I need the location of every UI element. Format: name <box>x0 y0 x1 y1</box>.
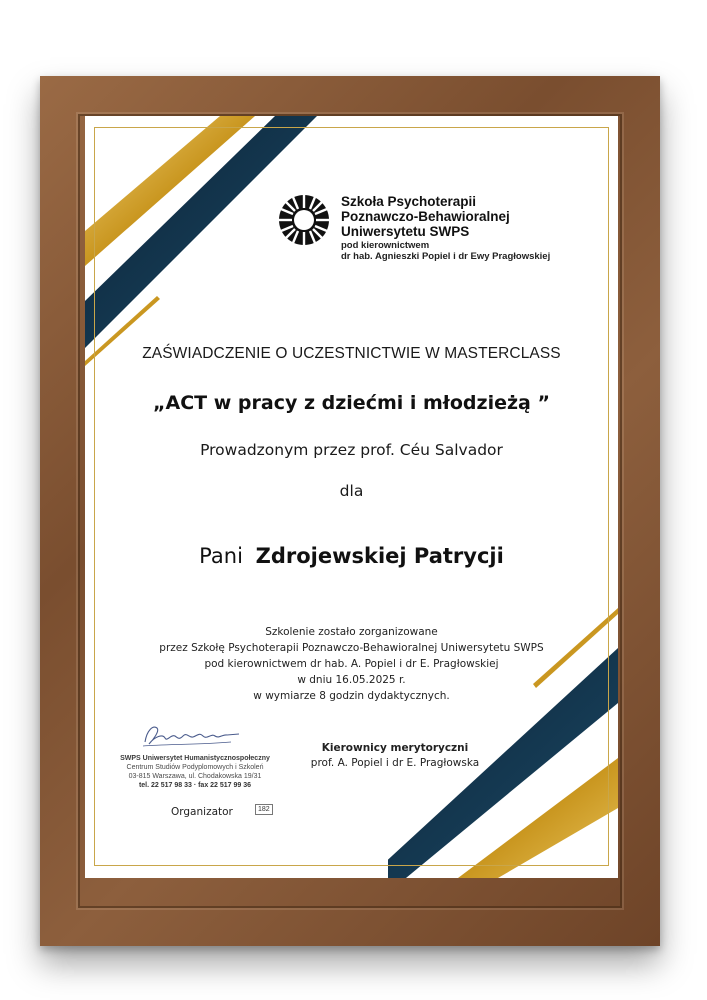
handwritten-signature <box>135 720 245 750</box>
logo-sub-1: pod kierownictwem <box>341 240 430 251</box>
details-line-3: pod kierownictwem dr hab. A. Popiel i dr E. Pragłowskiej <box>204 658 499 670</box>
recipient <box>85 544 618 568</box>
stamp-number: 182 <box>255 804 273 815</box>
logo-line-2: Poznawczo-Behawioralnej <box>341 209 510 224</box>
recipient-prefix: Pani <box>199 544 243 568</box>
details-line-1: Szkolenie zostało zorganizowane <box>265 626 438 638</box>
stamp-line-2: 03-815 Warszawa, ul. Chodakowska 19/31 <box>128 773 262 780</box>
logo-sub-2: dr hab. Agnieszki Popiel i dr Ewy Pragłowskiej <box>341 251 551 262</box>
certificate-paper <box>85 116 618 878</box>
organizer-stamp <box>115 754 275 790</box>
led-by-text: Prowadzonym przez prof. Céu Salvador <box>200 441 503 459</box>
swps-logo <box>278 192 578 272</box>
managers-names: prof. A. Popiel i dr E. Pragłowska <box>310 757 480 769</box>
stamp-title: SWPS Uniwersytet Humanistycznospołeczny <box>120 755 270 762</box>
training-details <box>85 624 618 704</box>
organizer-label: Organizator <box>171 806 233 818</box>
certificate-heading: ZAŚWIADCZENIE O UCZESTNICTWIE W MASTERCLASS <box>142 345 561 362</box>
recipient-name: Zdrojewskiej Patrycji <box>255 544 504 568</box>
for-text: dla <box>339 482 364 500</box>
managers-title: Kierownicy merytoryczni <box>321 742 469 754</box>
swps-logo-mark-icon <box>278 194 330 246</box>
stamp-line-1: Centrum Studiów Podyplomowych i Szkoleń <box>126 764 264 771</box>
course-title: „ACT w pracy z dziećmi i młodzieżą ” <box>153 392 550 414</box>
stamp-tel: tel. 22 517 98 33 · fax 22 517 99 36 <box>138 782 252 789</box>
substantive-managers <box>295 741 495 771</box>
details-line-5: w wymiarze 8 godzin dydaktycznych. <box>253 690 450 702</box>
details-line-2: przez Szkołę Psychoterapii Poznawczo-Behawioralnej Uniwersytetu SWPS <box>159 642 544 654</box>
logo-line-1: Szkoła Psychoterapii <box>341 194 477 209</box>
details-line-4: w dniu 16.05.2025 r. <box>297 674 406 686</box>
logo-line-3: Uniwersytetu SWPS <box>341 224 470 239</box>
